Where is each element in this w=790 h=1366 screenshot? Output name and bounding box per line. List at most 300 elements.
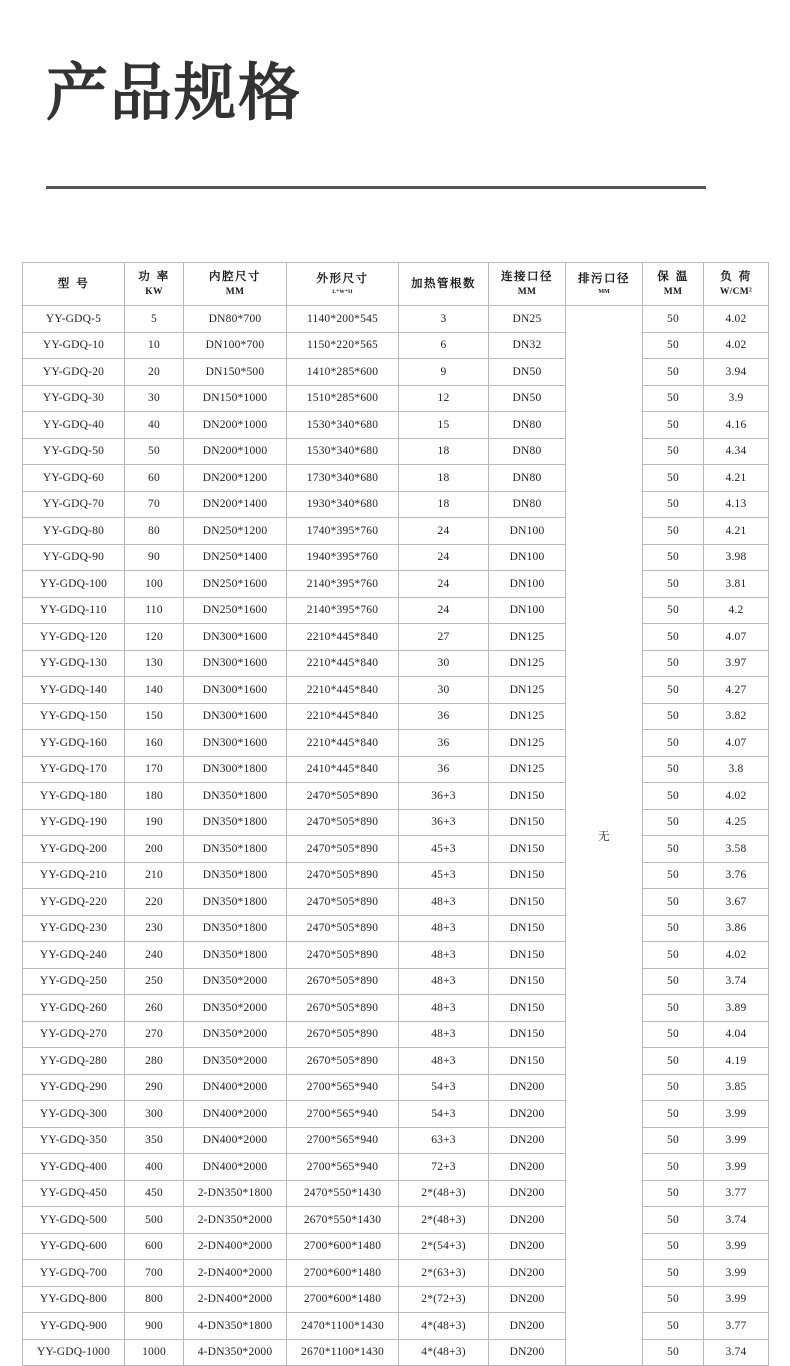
cell-insul: 50: [643, 809, 704, 836]
cell-insul: 50: [643, 332, 704, 359]
cell-tubes: 4*(48+3): [399, 1339, 489, 1366]
cell-model: YY-GDQ-1000: [23, 1339, 125, 1366]
column-header-label-tubes: 加热管根数: [411, 276, 476, 291]
cell-insul: 50: [643, 730, 704, 757]
cell-conn: DN100: [489, 597, 566, 624]
cell-tubes: 9: [399, 359, 489, 386]
cell-insul: 50: [643, 624, 704, 651]
cell-inner: 2-DN400*2000: [184, 1233, 287, 1260]
cell-conn: DN125: [489, 624, 566, 651]
cell-conn: DN200: [489, 1127, 566, 1154]
cell-inner: DN300*1600: [184, 677, 287, 704]
cell-power: 170: [125, 756, 184, 783]
cell-load: 3.81: [704, 571, 769, 598]
cell-outer: 2700*565*940: [287, 1101, 399, 1128]
table-row: [23, 438, 769, 465]
cell-power: 230: [125, 915, 184, 942]
cell-tubes: 48+3: [399, 995, 489, 1022]
cell-power: 30: [125, 385, 184, 412]
cell-tubes: 24: [399, 544, 489, 571]
cell-inner: DN250*1600: [184, 597, 287, 624]
cell-conn: DN150: [489, 942, 566, 969]
cell-insul: 50: [643, 889, 704, 916]
table-row: [23, 1339, 769, 1366]
cell-tubes: 36+3: [399, 809, 489, 836]
cell-conn: DN80: [489, 438, 566, 465]
cell-conn: DN50: [489, 359, 566, 386]
cell-inner: DN250*1200: [184, 518, 287, 545]
cell-load: 3.77: [704, 1313, 769, 1340]
column-header-label-drain: 排污口径: [578, 270, 630, 285]
cell-load: 3.89: [704, 995, 769, 1022]
cell-power: 60: [125, 465, 184, 492]
cell-inner: DN350*1800: [184, 809, 287, 836]
cell-load: 3.99: [704, 1286, 769, 1313]
cell-conn: DN150: [489, 915, 566, 942]
cell-load: 4.21: [704, 518, 769, 545]
cell-model: YY-GDQ-80: [23, 518, 125, 545]
cell-inner: DN350*1800: [184, 862, 287, 889]
cell-model: YY-GDQ-140: [23, 677, 125, 704]
table-row: [23, 332, 769, 359]
cell-power: 5: [125, 306, 184, 333]
cell-insul: 50: [643, 1074, 704, 1101]
cell-model: YY-GDQ-180: [23, 783, 125, 810]
table-row: [23, 1260, 769, 1287]
cell-outer: 2700*600*1480: [287, 1260, 399, 1287]
cell-inner: DN350*2000: [184, 968, 287, 995]
cell-conn: DN200: [489, 1233, 566, 1260]
cell-outer: 2470*505*890: [287, 836, 399, 863]
cell-conn: DN200: [489, 1180, 566, 1207]
cell-inner: DN150*500: [184, 359, 287, 386]
table-row: [23, 1048, 769, 1075]
cell-insul: 50: [643, 544, 704, 571]
cell-model: YY-GDQ-900: [23, 1313, 125, 1340]
cell-power: 160: [125, 730, 184, 757]
cell-inner: DN350*2000: [184, 1048, 287, 1075]
cell-insul: 50: [643, 783, 704, 810]
cell-load: 4.13: [704, 491, 769, 518]
cell-insul: 50: [643, 995, 704, 1022]
cell-tubes: 30: [399, 677, 489, 704]
cell-load: 4.07: [704, 730, 769, 757]
cell-outer: 2470*505*890: [287, 783, 399, 810]
cell-conn: DN150: [489, 783, 566, 810]
table-row: [23, 995, 769, 1022]
cell-inner: 4-DN350*2000: [184, 1339, 287, 1366]
cell-model: YY-GDQ-130: [23, 650, 125, 677]
cell-tubes: 48+3: [399, 1021, 489, 1048]
cell-load: 4.04: [704, 1021, 769, 1048]
cell-inner: DN400*2000: [184, 1154, 287, 1181]
cell-conn: DN150: [489, 836, 566, 863]
cell-model: YY-GDQ-800: [23, 1286, 125, 1313]
cell-conn: DN100: [489, 544, 566, 571]
cell-inner: DN350*1800: [184, 889, 287, 916]
cell-insul: 50: [643, 942, 704, 969]
cell-tubes: 24: [399, 518, 489, 545]
column-header-label-load: 负 荷: [720, 269, 752, 284]
table-row: [23, 1154, 769, 1181]
column-header-unit-load: W/CM²: [719, 286, 753, 297]
table-row: [23, 518, 769, 545]
cell-outer: 2210*445*840: [287, 730, 399, 757]
cell-outer: 1930*340*680: [287, 491, 399, 518]
cell-inner: DN100*700: [184, 332, 287, 359]
cell-model: YY-GDQ-20: [23, 359, 125, 386]
cell-power: 600: [125, 1233, 184, 1260]
cell-insul: 50: [643, 1180, 704, 1207]
cell-outer: 2670*505*890: [287, 995, 399, 1022]
cell-outer: 2470*1100*1430: [287, 1313, 399, 1340]
column-header-insul: [643, 263, 704, 306]
cell-conn: DN200: [489, 1339, 566, 1366]
header-row: [23, 263, 769, 306]
cell-inner: DN200*1000: [184, 412, 287, 439]
cell-load: 3.99: [704, 1154, 769, 1181]
cell-model: YY-GDQ-240: [23, 942, 125, 969]
cell-conn: DN150: [489, 809, 566, 836]
cell-tubes: 48+3: [399, 915, 489, 942]
page-title-block: [46, 56, 303, 129]
cell-model: YY-GDQ-350: [23, 1127, 125, 1154]
cell-model: YY-GDQ-100: [23, 571, 125, 598]
cell-insul: 50: [643, 862, 704, 889]
cell-inner: DN300*1600: [184, 703, 287, 730]
cell-model: YY-GDQ-210: [23, 862, 125, 889]
cell-outer: 2670*505*890: [287, 1021, 399, 1048]
cell-load: 3.8: [704, 756, 769, 783]
table-row: [23, 968, 769, 995]
column-header-label-outer: 外形尺寸: [316, 271, 369, 286]
cell-inner: DN350*1800: [184, 942, 287, 969]
cell-insul: 50: [643, 1207, 704, 1234]
cell-power: 900: [125, 1313, 184, 1340]
cell-load: 3.74: [704, 968, 769, 995]
cell-conn: DN200: [489, 1154, 566, 1181]
cell-model: YY-GDQ-160: [23, 730, 125, 757]
cell-power: 450: [125, 1180, 184, 1207]
column-header-load: [704, 263, 769, 306]
cell-outer: 2670*505*890: [287, 968, 399, 995]
cell-outer: 1140*200*545: [287, 306, 399, 333]
cell-model: YY-GDQ-200: [23, 836, 125, 863]
cell-load: 3.67: [704, 889, 769, 916]
cell-outer: 2670*550*1430: [287, 1207, 399, 1234]
cell-model: YY-GDQ-400: [23, 1154, 125, 1181]
column-header-model: [23, 263, 125, 306]
cell-model: YY-GDQ-190: [23, 809, 125, 836]
cell-model: YY-GDQ-5: [23, 306, 125, 333]
table-row: [23, 306, 769, 333]
cell-inner: DN80*700: [184, 306, 287, 333]
cell-outer: 1530*340*680: [287, 438, 399, 465]
table-row: [23, 359, 769, 386]
cell-power: 210: [125, 862, 184, 889]
cell-outer: 2470*505*890: [287, 889, 399, 916]
cell-insul: 50: [643, 836, 704, 863]
cell-tubes: 30: [399, 650, 489, 677]
cell-load: 3.82: [704, 703, 769, 730]
cell-tubes: 54+3: [399, 1101, 489, 1128]
cell-outer: 1530*340*680: [287, 412, 399, 439]
table-row: [23, 703, 769, 730]
cell-inner: DN200*1000: [184, 438, 287, 465]
cell-insul: 50: [643, 677, 704, 704]
cell-insul: 50: [643, 1154, 704, 1181]
cell-conn: DN32: [489, 332, 566, 359]
cell-inner: DN300*1600: [184, 730, 287, 757]
cell-load: 4.25: [704, 809, 769, 836]
column-header-label-model: 型 号: [57, 276, 90, 291]
cell-tubes: 48+3: [399, 1048, 489, 1075]
cell-insul: 50: [643, 491, 704, 518]
column-header-label-power: 功 率: [138, 269, 170, 284]
cell-power: 110: [125, 597, 184, 624]
table-row: [23, 809, 769, 836]
cell-power: 10: [125, 332, 184, 359]
cell-outer: 2210*445*840: [287, 624, 399, 651]
cell-power: 500: [125, 1207, 184, 1234]
column-header-inner: [184, 263, 287, 306]
cell-inner: DN200*1200: [184, 465, 287, 492]
cell-tubes: 2*(48+3): [399, 1207, 489, 1234]
cell-insul: 50: [643, 1313, 704, 1340]
column-header-unit-power: KW: [145, 286, 163, 297]
cell-power: 700: [125, 1260, 184, 1287]
cell-tubes: 63+3: [399, 1127, 489, 1154]
cell-conn: DN200: [489, 1260, 566, 1287]
table-row: [23, 1286, 769, 1313]
cell-inner: DN250*1600: [184, 571, 287, 598]
cell-load: 4.21: [704, 465, 769, 492]
cell-model: YY-GDQ-50: [23, 438, 125, 465]
cell-tubes: 18: [399, 438, 489, 465]
cell-power: 80: [125, 518, 184, 545]
cell-insul: 50: [643, 571, 704, 598]
cell-inner: DN300*1800: [184, 756, 287, 783]
title-divider: [46, 186, 706, 189]
cell-load: 3.85: [704, 1074, 769, 1101]
cell-model: YY-GDQ-300: [23, 1101, 125, 1128]
cell-model: YY-GDQ-10: [23, 332, 125, 359]
cell-inner: 2-DN350*1800: [184, 1180, 287, 1207]
cell-power: 40: [125, 412, 184, 439]
cell-power: 130: [125, 650, 184, 677]
table-row: [23, 1101, 769, 1128]
cell-power: 240: [125, 942, 184, 969]
cell-load: 4.02: [704, 306, 769, 333]
cell-tubes: 2*(54+3): [399, 1233, 489, 1260]
cell-insul: 50: [643, 1101, 704, 1128]
cell-insul: 50: [643, 412, 704, 439]
cell-inner: 2-DN400*2000: [184, 1286, 287, 1313]
cell-model: YY-GDQ-500: [23, 1207, 125, 1234]
cell-outer: 2470*505*890: [287, 942, 399, 969]
cell-outer: 1740*395*760: [287, 518, 399, 545]
cell-conn: DN100: [489, 518, 566, 545]
cell-load: 4.02: [704, 942, 769, 969]
table-row: [23, 624, 769, 651]
cell-insul: 50: [643, 438, 704, 465]
cell-insul: 50: [643, 650, 704, 677]
cell-model: YY-GDQ-230: [23, 915, 125, 942]
cell-conn: DN125: [489, 650, 566, 677]
cell-conn: DN150: [489, 968, 566, 995]
cell-outer: 2140*395*760: [287, 597, 399, 624]
cell-inner: 2-DN400*2000: [184, 1260, 287, 1287]
spec-table-container: [22, 262, 768, 1366]
cell-inner: DN300*1600: [184, 650, 287, 677]
cell-conn: DN200: [489, 1286, 566, 1313]
cell-conn: DN200: [489, 1074, 566, 1101]
table-row: [23, 544, 769, 571]
cell-power: 280: [125, 1048, 184, 1075]
cell-outer: 2210*445*840: [287, 677, 399, 704]
cell-model: YY-GDQ-170: [23, 756, 125, 783]
cell-outer: 2470*505*890: [287, 915, 399, 942]
cell-power: 200: [125, 836, 184, 863]
cell-model: YY-GDQ-90: [23, 544, 125, 571]
column-header-unit-insul: MM: [663, 286, 683, 297]
cell-power: 260: [125, 995, 184, 1022]
column-header-label-inner: 内腔尺寸: [209, 269, 261, 284]
cell-load: 4.34: [704, 438, 769, 465]
cell-power: 150: [125, 703, 184, 730]
cell-conn: DN100: [489, 571, 566, 598]
table-row: [23, 412, 769, 439]
page-title: 产品规格: [46, 56, 303, 129]
cell-power: 220: [125, 889, 184, 916]
column-header-unit-conn: MM: [517, 286, 537, 297]
cell-outer: 1150*220*565: [287, 332, 399, 359]
cell-inner: DN350*2000: [184, 1021, 287, 1048]
cell-model: YY-GDQ-270: [23, 1021, 125, 1048]
cell-outer: 2470*505*890: [287, 862, 399, 889]
cell-insul: 50: [643, 703, 704, 730]
cell-outer: 2470*550*1430: [287, 1180, 399, 1207]
cell-load: 3.94: [704, 359, 769, 386]
cell-model: YY-GDQ-600: [23, 1233, 125, 1260]
cell-load: 4.16: [704, 412, 769, 439]
cell-insul: 50: [643, 1286, 704, 1313]
table-row: [23, 571, 769, 598]
table-body: [23, 306, 769, 1366]
cell-load: 3.86: [704, 915, 769, 942]
cell-tubes: 2*(72+3): [399, 1286, 489, 1313]
cell-power: 800: [125, 1286, 184, 1313]
cell-tubes: 48+3: [399, 968, 489, 995]
cell-tubes: 48+3: [399, 889, 489, 916]
table-row: [23, 862, 769, 889]
table-row: [23, 1207, 769, 1234]
table-row: [23, 1180, 769, 1207]
cell-load: 3.99: [704, 1127, 769, 1154]
cell-tubes: 72+3: [399, 1154, 489, 1181]
cell-outer: 1410*285*600: [287, 359, 399, 386]
cell-insul: 50: [643, 465, 704, 492]
cell-power: 1000: [125, 1339, 184, 1366]
cell-insul: 50: [643, 385, 704, 412]
cell-load: 4.2: [704, 597, 769, 624]
cell-load: 3.98: [704, 544, 769, 571]
table-row: [23, 491, 769, 518]
cell-conn: DN125: [489, 730, 566, 757]
cell-tubes: 18: [399, 491, 489, 518]
table-row: [23, 597, 769, 624]
table-row: [23, 783, 769, 810]
cell-conn: DN200: [489, 1207, 566, 1234]
cell-outer: 2670*505*890: [287, 1048, 399, 1075]
cell-conn: DN125: [489, 677, 566, 704]
cell-drain-merged: 无: [566, 306, 643, 1366]
cell-tubes: 27: [399, 624, 489, 651]
cell-outer: 2700*600*1480: [287, 1286, 399, 1313]
cell-load: 3.9: [704, 385, 769, 412]
column-header-unit-inner: MM: [225, 286, 245, 297]
cell-inner: DN400*2000: [184, 1101, 287, 1128]
cell-outer: 1940*395*760: [287, 544, 399, 571]
cell-outer: 1730*340*680: [287, 465, 399, 492]
cell-tubes: 36+3: [399, 783, 489, 810]
cell-insul: 50: [643, 1339, 704, 1366]
table-row: [23, 942, 769, 969]
cell-model: YY-GDQ-30: [23, 385, 125, 412]
cell-tubes: 24: [399, 597, 489, 624]
cell-power: 290: [125, 1074, 184, 1101]
cell-power: 350: [125, 1127, 184, 1154]
cell-insul: 50: [643, 1048, 704, 1075]
cell-insul: 50: [643, 1260, 704, 1287]
cell-tubes: 3: [399, 306, 489, 333]
cell-outer: 2700*565*940: [287, 1154, 399, 1181]
cell-model: YY-GDQ-120: [23, 624, 125, 651]
cell-load: 3.97: [704, 650, 769, 677]
table-row: [23, 889, 769, 916]
cell-inner: DN300*1600: [184, 624, 287, 651]
cell-insul: 50: [643, 968, 704, 995]
cell-load: 4.19: [704, 1048, 769, 1075]
cell-tubes: 12: [399, 385, 489, 412]
cell-tubes: 36: [399, 756, 489, 783]
cell-load: 4.02: [704, 332, 769, 359]
cell-inner: DN200*1400: [184, 491, 287, 518]
cell-inner: 4-DN350*1800: [184, 1313, 287, 1340]
cell-load: 3.74: [704, 1207, 769, 1234]
column-header-label-insul: 保 温: [657, 269, 689, 284]
cell-load: 3.99: [704, 1101, 769, 1128]
cell-power: 300: [125, 1101, 184, 1128]
cell-conn: DN150: [489, 1021, 566, 1048]
cell-tubes: 45+3: [399, 836, 489, 863]
cell-conn: DN80: [489, 412, 566, 439]
cell-outer: 2470*505*890: [287, 809, 399, 836]
column-header-tubes: [399, 263, 489, 306]
cell-conn: DN150: [489, 1048, 566, 1075]
cell-tubes: 24: [399, 571, 489, 598]
column-header-conn: [489, 263, 566, 306]
cell-inner: DN400*2000: [184, 1074, 287, 1101]
column-header-unit-drain: MM: [598, 289, 610, 296]
cell-power: 250: [125, 968, 184, 995]
cell-outer: 2410*445*840: [287, 756, 399, 783]
cell-model: YY-GDQ-60: [23, 465, 125, 492]
cell-insul: 50: [643, 1021, 704, 1048]
cell-insul: 50: [643, 518, 704, 545]
cell-power: 100: [125, 571, 184, 598]
cell-conn: DN150: [489, 889, 566, 916]
